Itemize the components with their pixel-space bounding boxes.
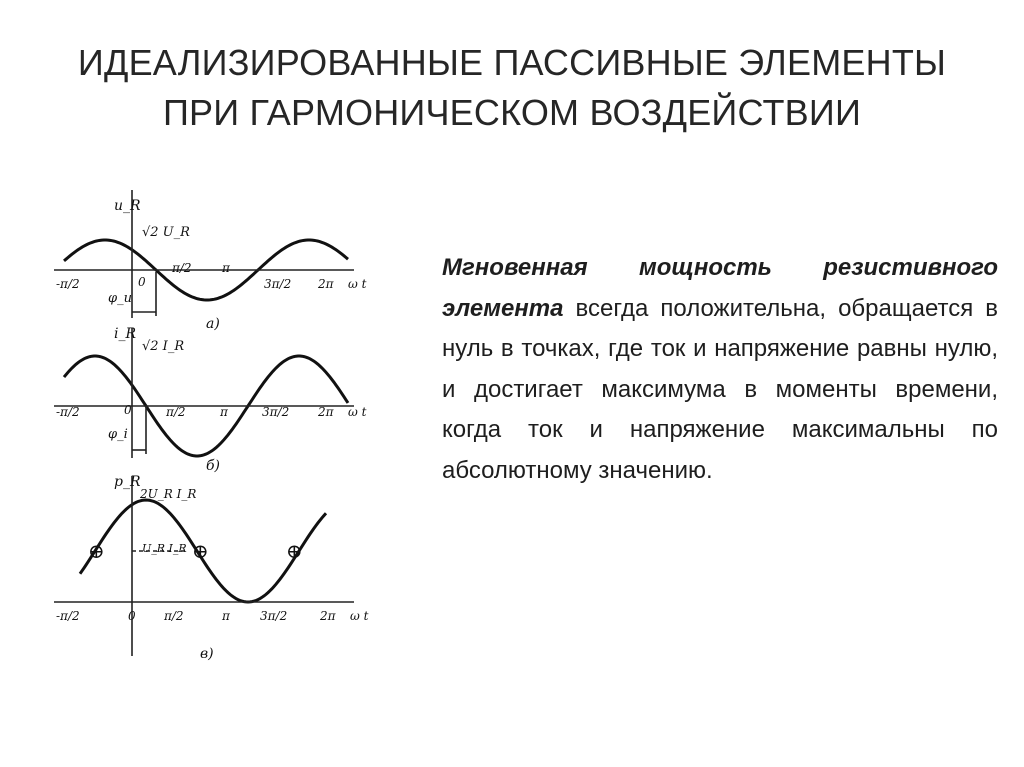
- tick-label: π/2: [166, 405, 186, 419]
- tick-label: 2π: [318, 405, 334, 419]
- tick-label: -π/2: [56, 405, 80, 419]
- tick-label: π/2: [164, 609, 184, 623]
- description-paragraph: [442, 248, 998, 491]
- slide-title: [40, 38, 984, 138]
- panel-a-axis-label: u_R: [114, 198, 141, 214]
- panel-a-amplitude-label: √2 U_R: [142, 225, 190, 240]
- tick-label: 0: [138, 275, 146, 289]
- plus-sign-1: ⊕: [88, 539, 105, 563]
- tick-label: 3π/2: [264, 277, 292, 291]
- title-line-2: ПРИ ГАРМОНИЧЕСКОМ ВОЗДЕЙСТВИИ: [162, 92, 862, 133]
- plus-sign-2: ⊕: [192, 539, 209, 563]
- panel-b-phase-label: φ_i: [108, 427, 128, 442]
- tick-label: 2π: [318, 277, 334, 291]
- plus-sign-3: ⊕: [286, 539, 303, 563]
- panel-c-tag: в): [200, 646, 214, 662]
- tick-label: 3π/2: [262, 405, 290, 419]
- tick-label: -π/2: [56, 609, 80, 623]
- tick-label: 2π: [320, 609, 336, 623]
- panel-b-tag: б): [206, 458, 221, 474]
- tick-label: π: [220, 405, 228, 419]
- title-line-1: ИДЕАЛИЗИРОВАННЫЕ ПАССИВНЫЕ ЭЛЕМЕНТЫ: [77, 42, 947, 83]
- tick-label: π: [222, 261, 230, 275]
- panel-c-axis-label: p_R: [114, 474, 141, 490]
- x-axis-label: ω t: [348, 277, 367, 291]
- tick-label: -π/2: [56, 277, 80, 291]
- panel-c-mean-label: U_R I_R: [142, 542, 187, 555]
- panel-b-amplitude-label: √2 I_R: [142, 339, 185, 354]
- tick-label: π: [222, 609, 230, 623]
- waveform-svg: [36, 180, 416, 670]
- paragraph-text: всегда положительна, обращается в нуль в точках, где ток и напряжение равны нулю, и достигает максимума в моменты времени, когда ток и напряжение максимальны по абсолютному значению.: [442, 294, 998, 484]
- tick-label: π/2: [172, 261, 192, 275]
- waveform-figure: [36, 180, 416, 670]
- panel-b-axis-label: i_R: [114, 326, 137, 342]
- paragraph-emphasis: Мгновенная мощность резистивного элемента: [442, 254, 998, 322]
- x-axis-label: ω t: [348, 405, 367, 419]
- x-axis-label: ω t: [350, 609, 369, 623]
- panel-a-phase-label: φ_u: [108, 291, 132, 306]
- panel-c-amplitude-label: 2U_R I_R: [140, 487, 197, 501]
- tick-label: 3π/2: [260, 609, 288, 623]
- tick-labels-c: [56, 609, 369, 623]
- tick-labels-a: [56, 261, 367, 291]
- tick-label: 0: [128, 609, 136, 623]
- tick-label: 0: [124, 403, 132, 417]
- panel-a-tag: а): [206, 316, 220, 332]
